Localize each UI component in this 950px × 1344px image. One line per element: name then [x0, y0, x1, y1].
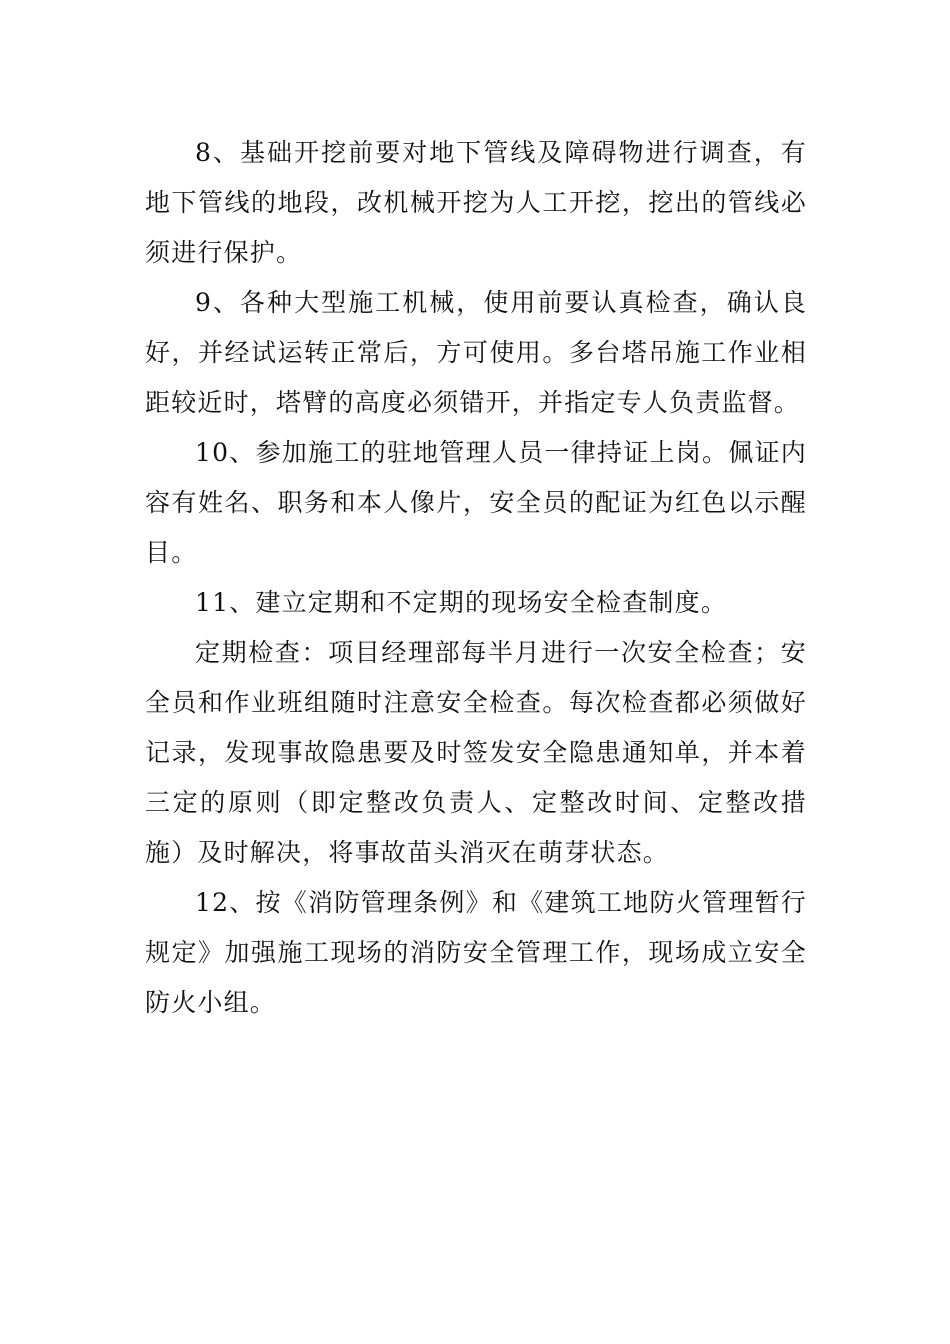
paragraph-item-11: 11、建立定期和不定期的现场安全检查制度。 — [195, 588, 728, 617]
paragraph-item-12: 12、按《消防管理条例》和《建筑工地防火管理暂行规定》加强施工现场的消防安全管理工作，现场成立安全防火小组。 — [145, 888, 807, 1017]
paragraph-item-10: 10、参加施工的驻地管理人员一律持证上岗。佩证内容有姓名、职务和本人像片，安全员的配证为红色以示醒目。 — [145, 438, 807, 567]
document-body — [145, 128, 807, 1028]
paragraph-item-8: 8、基础开挖前要对地下管线及障碍物进行调查，有地下管线的地段，改机械开挖为人工开挖，挖出的管线必须进行保护。 — [145, 138, 807, 267]
paragraph-item-9: 9、各种大型施工机械，使用前要认真检查，确认良好，并经试运转正常后，方可使用。多台塔吊施工作业相距较近时，塔臂的高度必须错开，并指定专人负责监督。 — [145, 288, 807, 417]
paragraph-periodic-inspection: 定期检查：项目经理部每半月进行一次安全检查；安全员和作业班组随时注意安全检查。每次检查都必须做好记录，发现事故隐患要及时签发安全隐患通知单，并本着三定的原则（即定整改负责人、定整改时间、定整改措施）及时解决，将事故苗头消灭在萌芽状态。 — [145, 638, 807, 867]
